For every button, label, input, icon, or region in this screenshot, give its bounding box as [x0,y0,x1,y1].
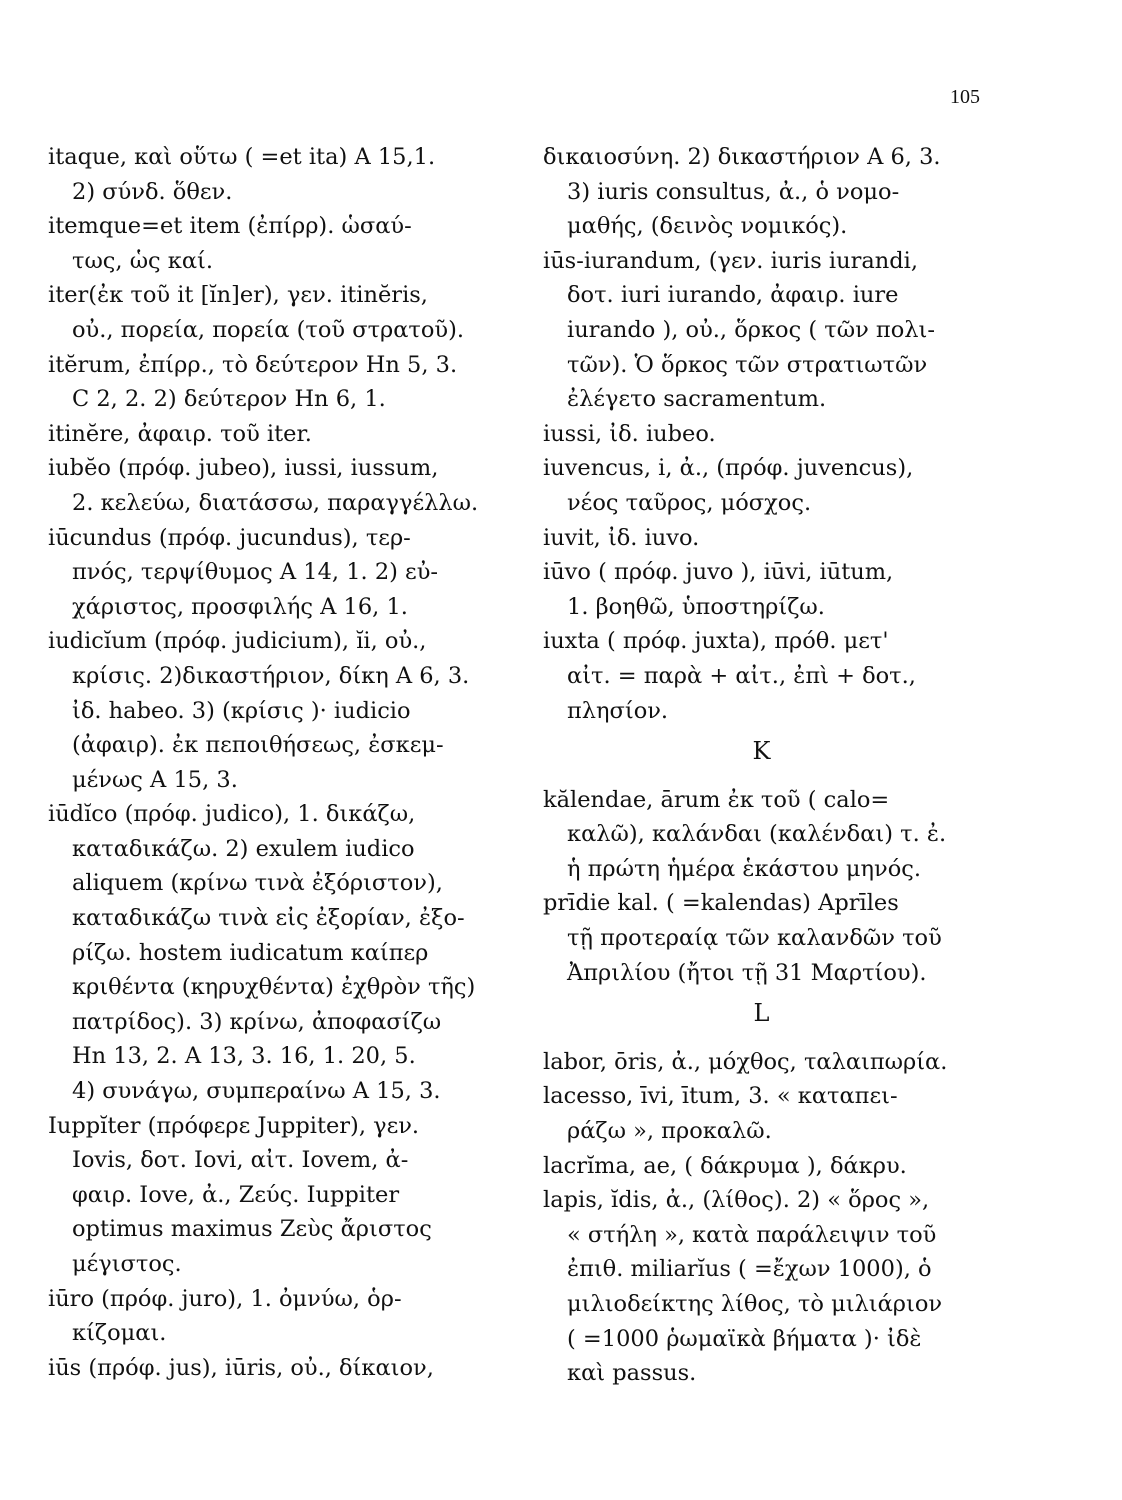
entry-line: αἰτ. = παρὰ + αἰτ., ἐπὶ + δοτ., [567,662,916,689]
section-letter-k: K [752,737,771,766]
entry-line: iussi, ἰδ. iubeo. [543,420,716,447]
entry-line: μέγιστος. [72,1251,182,1277]
entry-line: ( =1000 ῥωμαϊκὰ βήματα )· ἰδὲ [567,1325,922,1352]
entry-line: Iovis, δοτ. Iovi, αἰτ. Iovem, ἀ- [72,1147,409,1174]
entry-line: iuvit, ἰδ. iuvo. [543,524,700,551]
entry-line: ἡ πρώτη ἡμέρα ἑκάστου μηνός. [567,855,922,882]
entry-line: χάριστος, προσφιλής A 16, 1. [72,593,408,620]
entry-line: ράζω », προκαλῶ. [567,1118,772,1145]
entry-line: iūro (πρόφ. juro), 1. ὀμνύω, ὁρ- [48,1285,402,1312]
entry-line: iurando ), οὐ., ὅρκος ( τῶν πολι- [567,316,935,343]
entry-line: μένως A 15, 3. [72,766,238,793]
entry-line: itĕrum, ἐπίρρ., τὸ δεύτερον Hn 5, 3. [48,351,458,378]
entry-line: itinĕre, ἀφαιρ. τοῦ iter. [48,420,312,447]
entry-line: itemque=et item (ἐπίρρ). ὡσαύ- [48,213,412,240]
right-column [543,140,980,1391]
entry-line: οὐ., πορεία, πορεία (τοῦ στρατοῦ). [72,316,465,343]
entry-line: πνός, τερψίθυμος A 14, 1. 2) εὐ- [72,559,438,586]
entry-line: νέος ταῦρος, μόσχος. [567,489,812,516]
entry-line: ἰδ. habeo. 3) (κρίσις )· iudicio [72,697,411,724]
entry-line: lacrĭma, ae, ( δάκρυμα ), δάκρυ. [543,1152,907,1179]
entry-line: ἐλέγετο sacramentum. [567,386,827,413]
entry-line: iūs (πρόφ. jus), iūris, οὐ., δίκαιον, [48,1354,434,1381]
entry-line: καὶ passus. [567,1360,697,1387]
entry-line: 4) συνάγω, συμπεραίνω A 15, 3. [72,1078,441,1105]
entry-line: κριθέντα (κηρυχθέντα) ἐχθρὸν τῆς) [72,974,476,1001]
page-number: 105 [950,86,980,108]
entry-line: 2. κελεύω, διατάσσω, παραγγέλλω. [72,489,479,516]
entry-line: Hn 13, 2. A 13, 3. 16, 1. 20, 5. [72,1043,416,1070]
entry-line: labor, ōris, ἀ., μόχθος, ταλαιπωρία. [543,1048,948,1075]
entry-line: 1. βοηθῶ, ὑποστηρίζω. [567,593,825,620]
entry-line: (ἀφαιρ). ἐκ πεποιθήσεως, ἐσκεμ- [72,732,444,759]
entry-line: καταδικάζω. 2) exulem iudico [72,835,415,862]
entry-line: iudicĭum (πρόφ. judicium), ĭi, οὐ., [48,628,427,655]
entry-line: « στήλη », κατὰ παράλειψιν τοῦ [567,1221,937,1248]
left-column [48,140,513,1385]
entry-line: aliquem (κρίνω τινὰ ἐξόριστον), [72,870,443,897]
entry-line: prīdie kal. ( =kalendas) Aprīles [543,890,899,917]
entry-line: μιλιοδείκτης λίθος, τὸ μιλιάριον [567,1291,943,1317]
entry-line: Iuppĭter (πρόφερε Juppiter), γεν. [48,1112,420,1139]
entry-line: iuvencus, i, ἀ., (πρόφ. juvencus), [543,455,914,482]
entry-line: τως, ὡς καί. [72,247,214,274]
entry-line: δοτ. iuri iurando, ἀφαιρ. iure [567,282,899,309]
entry-line: Ἀπριλίου (ἤτοι τῇ 31 Μαρτίου). [567,959,927,986]
entry-line: lacesso, īvi, ītum, 3. « καταπει- [543,1083,898,1110]
entry-line: πατρίδος). 3) κρίνω, ἀποφασίζω [72,1008,442,1035]
entry-line: κρίσις. 2)δικαστήριον, δίκη A 6, 3. [72,662,470,689]
entry-line: καλῶ), καλάνδαι (καλένδαι) τ. ἐ. [567,821,947,848]
entry-line: iūs-iurandum, (γεν. iuris iurandi, [543,247,919,274]
entry-line: τῶν). Ὁ ὅρκος τῶν στρατιωτῶν [567,351,928,378]
entry-line: iubĕo (πρόφ. jubeo), iussi, iussum, [48,455,439,482]
entry-line: iter(ἐκ τοῦ it [ĭn]er), γεν. itinĕris, [48,282,428,309]
entry-line: lapis, ĭdis, ἀ., (λίθος). 2) « ὅρος », [543,1187,930,1214]
entry-line: φαιρ. Iove, ἀ., Ζεύς. Iuppiter [72,1181,400,1208]
entry-line: δικαιοσύνη. 2) δικαστήριον A 6, 3. [543,144,941,170]
entry-line: itaque, καὶ οὕτω ( =et ita) A 15,1. [48,144,436,170]
entry-line: iūdĭco (πρόφ. judico), 1. δικάζω, [48,801,416,828]
entry-line: C 2, 2. 2) δεύτερον Hn 6, 1. [72,386,386,413]
entry-line: 3) iuris consultus, ἀ., ὁ νομο- [567,178,900,205]
entry-line: iūcundus (πρόφ. jucundus), τερ- [48,524,411,551]
entry-line: κίζομαι. [72,1320,167,1347]
entry-line: 2) σύνδ. ὅθεν. [72,178,233,205]
entry-line: καταδικάζω τινὰ εἰς ἐξορίαν, ἐξο- [72,905,465,932]
section-letter-l: L [753,999,770,1028]
entry-line: kălendae, ārum ἐκ τοῦ ( calo= [543,786,890,813]
entry-line: iūvo ( πρόφ. juvo ), iūvi, iūtum, [543,559,894,586]
entry-line: πλησίον. [567,697,669,724]
entry-line: τῇ προτεραίᾳ τῶν καλανδῶν τοῦ [567,925,942,952]
entry-line: optimus maximus Ζεὺς ἄριστος [72,1216,432,1243]
entry-line: iuxta ( πρόφ. juxta), πρόθ. μετ' [543,628,889,655]
entry-line: μαθής, (δεινὸς νομικός). [567,213,848,240]
entry-line: ἐπιθ. miliarĭus ( =ἔχων 1000), ὁ [567,1256,932,1283]
entry-line: ρίζω. hostem iudicatum καίπερ [72,939,429,966]
